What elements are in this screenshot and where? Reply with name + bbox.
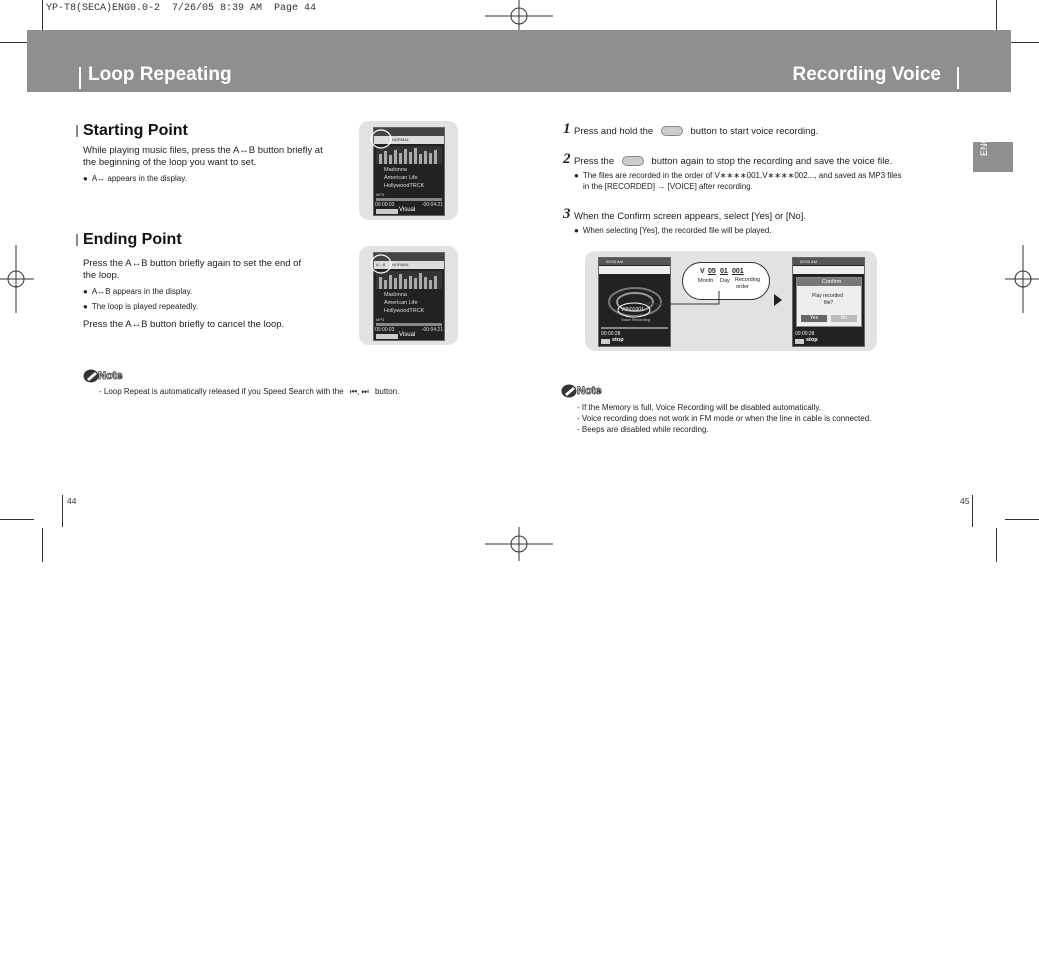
right-note-line-1: - If the Memory is full, Voice Recording will be disabled automatically. (577, 403, 821, 412)
recording-caption: Voice Recording (621, 317, 651, 322)
crop-mark (996, 528, 997, 562)
crop-mark (42, 528, 43, 562)
track-album: American Life (384, 175, 418, 181)
note-label: Note (577, 385, 602, 397)
language-tab (973, 136, 1013, 172)
right-page-title: Recording Voice (792, 64, 941, 85)
view-label: Visual (399, 207, 416, 213)
stop-label: stop (806, 337, 818, 343)
mode-label: NORMAL (392, 137, 410, 142)
note-label: Note (98, 370, 123, 382)
stop-key (601, 339, 610, 344)
confirm-screen (792, 257, 865, 347)
page-number-left: 44 (67, 496, 77, 506)
confirm-dialog (796, 277, 862, 327)
step-3-bullet: ● When selecting [Yes], the recorded file will be played. (574, 225, 772, 236)
dialog-title: Confirm (822, 279, 842, 285)
right-note-line-3: - Beeps are disabled while recording. (577, 425, 709, 434)
title-bar (599, 266, 670, 274)
ending-point-bullet-1: ● A↔B appears in the display. (83, 286, 192, 297)
starting-point-text-1: While playing music files, press the A↔B button briefly at (83, 145, 323, 156)
callout-month-value: 05 (708, 268, 716, 275)
mode-label: NORMAL (392, 262, 410, 267)
print-slug: YP-T8(SECA)ENG0.0-2 7/26/05 8:39 AM Page 44 (46, 3, 317, 14)
crop-mark (0, 519, 34, 520)
dialog-yes-button: Yes (801, 315, 827, 322)
highlight-circle-icon (369, 127, 395, 151)
track-artist: Madonna (384, 167, 407, 173)
player-figure-1 (359, 121, 458, 220)
stop-key (795, 339, 804, 344)
page-number-right: 45 (960, 496, 970, 506)
step-2-text-start: Press the (574, 156, 615, 167)
track-title: HollywoodTRCK (384, 183, 425, 189)
step-number: 2 (563, 151, 571, 167)
record-time: 00:00:28 (601, 331, 621, 337)
time-remaining: -00:04:21 (421, 327, 443, 333)
header-bar-left (79, 67, 81, 89)
step-number: 3 (563, 206, 571, 222)
format-label: MP3 (376, 192, 385, 197)
callout-leader-line (645, 291, 725, 309)
fast-forward-icon: ⏭ (361, 387, 369, 396)
ending-point-cancel-text: Press the A↔B button briefly to cancel the loop. (83, 319, 285, 330)
track-title: HollywoodTRCK (384, 308, 425, 314)
starting-point-bullet: ● A↔ appears in the display. (83, 173, 187, 184)
record-button-icon (622, 156, 644, 166)
section-bar (76, 234, 78, 246)
time-elapsed: 00:00:03 (375, 327, 395, 333)
callout-order-label-1: Recording (735, 277, 761, 283)
note-text-end: button. (374, 387, 400, 396)
view-button (376, 209, 398, 214)
callout-order-value: 001 (732, 268, 744, 275)
dialog-text-2: file? (824, 300, 834, 306)
rewind-icon: ⏮ (349, 387, 358, 396)
step-1-text-end: button to start voice recording. (690, 126, 819, 137)
header-bar-right (957, 67, 959, 89)
callout-day-label: Day (720, 278, 730, 284)
view-button (376, 334, 398, 339)
left-note-text (99, 386, 399, 397)
ending-point-text-2: the loop. (83, 270, 120, 281)
registration-target-icon (485, 0, 553, 34)
track-album: American Life (384, 300, 418, 306)
step-number: 1 (563, 121, 571, 137)
view-label: Visual (399, 332, 416, 338)
format-label: MP3 (376, 317, 385, 322)
section-bar (76, 125, 78, 137)
note-separator: , (357, 387, 360, 396)
right-note-line-2: - Voice recording does not work in FM mode or when the line in cable is connected. (577, 414, 872, 423)
step-2-text (574, 156, 892, 168)
crop-mark (42, 0, 43, 34)
clock-label: 00:00 AM (800, 259, 817, 264)
left-page-title: Loop Repeating (88, 64, 232, 85)
starting-point-title: Starting Point (83, 122, 188, 139)
language-tab-label: ENG (979, 136, 989, 156)
player-figure-2 (359, 246, 458, 345)
crop-mark (62, 495, 63, 527)
ending-point-title: Ending Point (83, 231, 182, 248)
callout-v: V (700, 268, 705, 275)
progress-bar (376, 323, 442, 326)
step-1-text (574, 126, 818, 138)
record-time: 00:00:28 (795, 331, 815, 337)
step-2-text-end: button again to stop the recording and save the voice file. (651, 156, 893, 167)
registration-target-icon (1005, 245, 1039, 313)
clock-label: 00:00 AM (606, 259, 623, 264)
callout-day-value: 01 (720, 268, 728, 275)
dialog-no-button: No (831, 315, 857, 322)
callout-month-label: Month (698, 278, 714, 284)
registration-target-icon (485, 527, 553, 561)
callout-order-label-2: order (736, 284, 749, 290)
starting-point-text-2: the beginning of the loop you want to set. (83, 157, 257, 168)
progress-bar (376, 198, 442, 201)
stop-label: stop (612, 337, 624, 343)
ending-point-text-1: Press the A↔B button briefly again to set the end of (83, 258, 302, 269)
step-2-bullet-cont: in the [RECORDED] → [VOICE] after recording. (583, 182, 753, 191)
dialog-text-1: Play recorded (812, 293, 843, 299)
level-bar (601, 327, 668, 329)
recording-diagram (585, 251, 877, 351)
loop-badge: A↔B (376, 262, 386, 267)
file-name: V0501001 (621, 307, 644, 313)
title-bar (793, 266, 864, 274)
time-remaining: -00:04:21 (421, 202, 443, 208)
time-elapsed: 00:00:03 (375, 202, 395, 208)
registration-target-icon (0, 245, 34, 313)
step-1-text-start: Press and hold the (574, 126, 654, 137)
record-button-icon (661, 126, 683, 136)
ending-point-bullet-2: ● The loop is played repeatedly. (83, 301, 198, 312)
next-arrow-icon (773, 293, 783, 307)
step-3-text: When the Confirm screen appears, select [Yes] or [No]. (574, 211, 806, 222)
crop-mark (1005, 519, 1039, 520)
crop-mark (972, 495, 973, 527)
track-artist: Madonna (384, 292, 407, 298)
step-2-bullet: ● The files are recorded in the order of V∗∗∗∗001,V∗∗∗∗002..., and saved as MP3 files (574, 170, 902, 181)
note-text-start: - Loop Repeat is automatically released if you Speed Search with the (99, 387, 344, 396)
highlight-circle-icon (369, 252, 395, 276)
crop-mark (996, 0, 997, 34)
